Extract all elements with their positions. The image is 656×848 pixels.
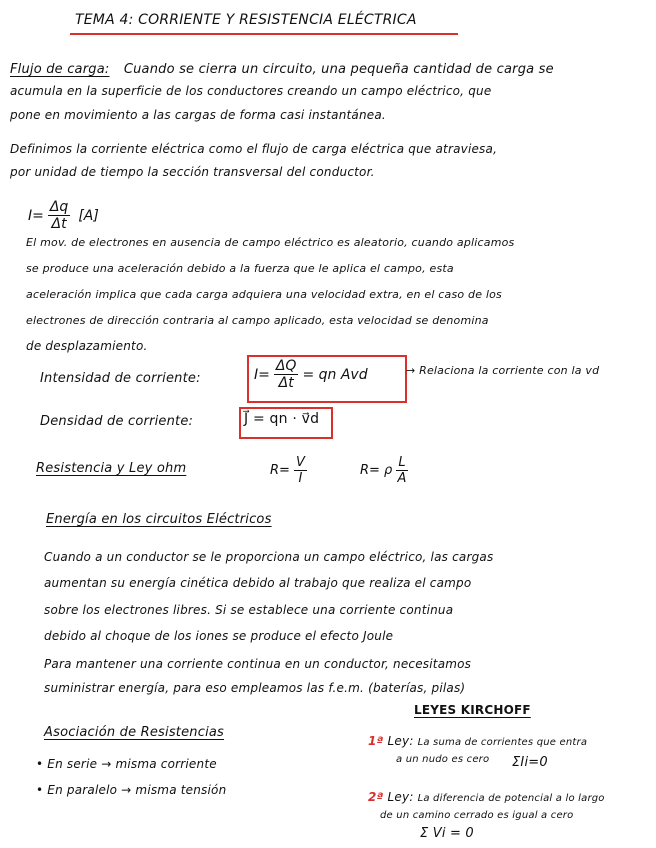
resistencia-formula-1 <box>270 456 309 485</box>
formula-corriente-den: Δt <box>51 216 67 232</box>
page-title: TEMA 4: CORRIENTE Y RESISTENCIA ELÉCTRICA <box>75 12 417 28</box>
formula-corriente <box>28 200 99 231</box>
definicion-line1: Definimos la corriente eléctrica como el flujo de carga eléctrica que atraviesa, <box>10 142 498 156</box>
kirchoff-ley2-formula: Σ Vi = 0 <box>420 826 474 841</box>
definicion-line2: por unidad de tiempo la sección transversal del conductor. <box>10 165 375 179</box>
intensidad-formula <box>254 359 368 390</box>
movimiento-line5: de desplazamiento. <box>26 339 148 353</box>
intensidad-num: ΔQ <box>275 358 297 374</box>
kirchoff-ley2-number: 2ª <box>368 790 384 804</box>
kirchoff-ley2-label: Ley: <box>387 790 414 804</box>
resistencia-f2-den: A <box>397 471 407 486</box>
resistencia-f2-lhs: R= ρ <box>360 463 393 478</box>
flujo-heading: Flujo de carga: <box>10 62 110 77</box>
resistencia-f1-den: I <box>298 471 303 486</box>
title-underline <box>70 33 458 35</box>
intensidad-rhs: = qn Avd <box>302 366 368 383</box>
kirchoff-heading: LEYES KIRCHOFF <box>414 703 531 717</box>
resistencia-heading: Resistencia y Ley ohm <box>36 461 187 476</box>
energia-line3: sobre los electrones libres. Si se establece una corriente continua <box>44 603 454 617</box>
movimiento-line2: se produce una aceleración debido a la fuerza que le aplica el campo, esta <box>26 262 454 275</box>
energia-line5: Para mantener una corriente continua en un conductor, necesitamos <box>44 657 472 671</box>
kirchoff-ley2-line2: de un camino cerrado es igual a cero <box>380 810 574 821</box>
movimiento-line4: electrones de dirección contraria al campo aplicado, esta velocidad se denomina <box>26 314 489 327</box>
flujo-line2: acumula en la superficie de los conductores creando un campo eléctrico, que <box>10 84 492 98</box>
densidad-formula: J⃗ = qn · v⃗d <box>244 411 320 427</box>
kirchoff-ley1-label: Ley: <box>387 734 414 748</box>
kirchoff-ley2-line1: La diferencia de potencial a lo largo <box>417 793 605 804</box>
kirchoff-ley1 <box>368 734 587 748</box>
energia-line4: debido al choque de los iones se produce el efecto Joule <box>44 629 394 643</box>
movimiento-line3: aceleración implica que cada carga adquiera una velocidad extra, en el caso de los <box>26 288 502 301</box>
kirchoff-ley1-number: 1ª <box>368 734 384 748</box>
resistencia-f2-num: L <box>398 455 406 470</box>
asociacion-heading: Asociación de Resistencias <box>44 725 225 740</box>
formula-corriente-unit: [A] <box>78 207 99 224</box>
resistencia-formula-2 <box>360 456 410 485</box>
energia-heading: Energía en los circuitos Eléctricos <box>46 512 272 527</box>
asociacion-item-serie: • En serie → misma corriente <box>36 757 217 771</box>
flujo-line1: Cuando se cierra un circuito, una pequeña cantidad de carga se <box>123 62 554 77</box>
asociacion-item-paralelo: • En paralelo → misma tensión <box>36 783 227 797</box>
intensidad-lhs: I= <box>254 366 270 383</box>
kirchoff-ley2 <box>368 790 605 804</box>
densidad-label: Densidad de corriente: <box>40 414 194 429</box>
kirchoff-ley1-formula: ΣIi=0 <box>512 755 548 770</box>
flujo-line3: pone en movimiento a las cargas de forma casi instantánea. <box>10 108 386 122</box>
energia-line6: suministrar energía, para eso empleamos las f.e.m. (baterías, pilas) <box>44 681 466 695</box>
resistencia-f1-lhs: R= <box>270 463 290 478</box>
kirchoff-ley1-line2: a un nudo es cero <box>396 754 490 765</box>
resistencia-f1-num: V <box>295 455 305 470</box>
formula-corriente-lhs: I= <box>28 207 44 224</box>
flujo-paragraph <box>10 62 554 77</box>
formula-corriente-num: Δq <box>49 199 69 215</box>
intensidad-label: Intensidad de corriente: <box>40 371 201 386</box>
kirchoff-ley1-line1: La suma de corrientes que entra <box>417 737 588 748</box>
intensidad-note: → Relaciona la corriente con la vd <box>406 364 600 377</box>
intensidad-den: Δt <box>278 375 294 391</box>
energia-line1: Cuando a un conductor se le proporciona un campo eléctrico, las cargas <box>44 550 494 564</box>
energia-line2: aumentan su energía cinética debido al trabajo que realiza el campo <box>44 576 472 590</box>
movimiento-line1: El mov. de electrones en ausencia de campo eléctrico es aleatorio, cuando aplicamos <box>26 236 515 249</box>
